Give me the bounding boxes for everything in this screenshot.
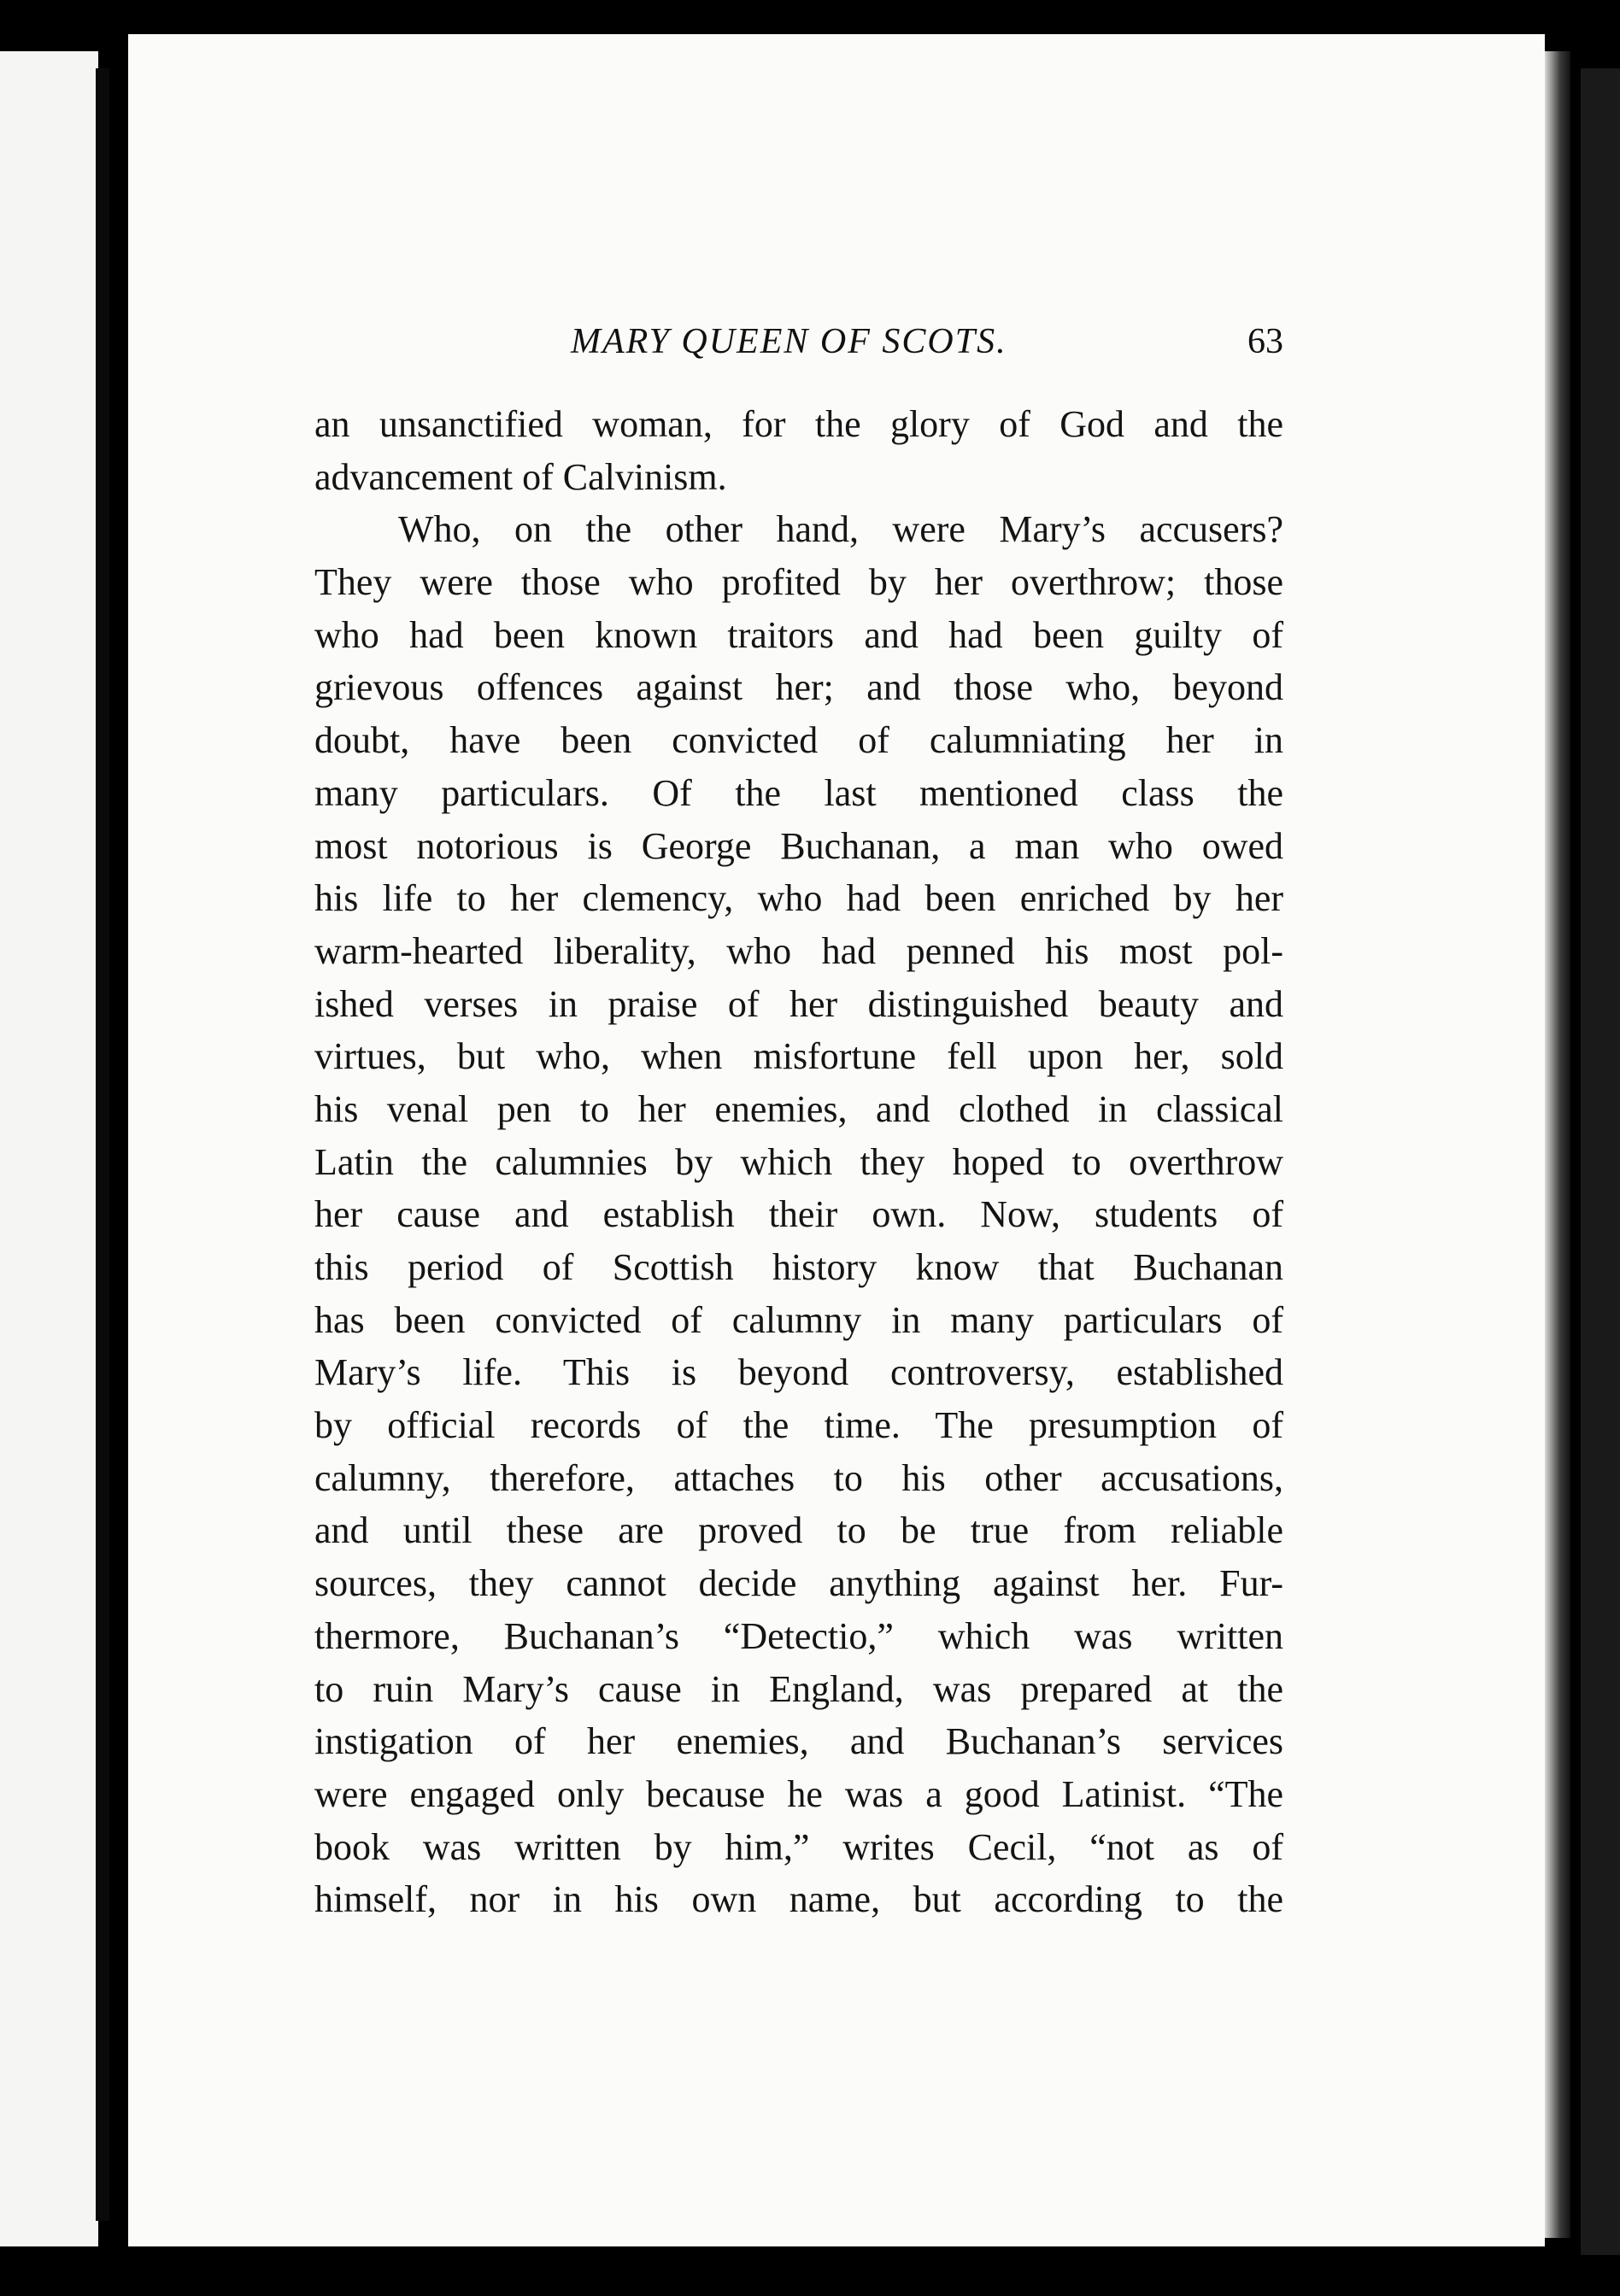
text-line: book was written by him,” writes Cecil, “not as of [314, 1825, 1283, 1868]
text-line: instigation of her enemies, and Buchanan’s services [314, 1720, 1283, 1763]
text-line: many particulars. Of the last mentioned class the [314, 771, 1283, 814]
text-line: who had been known traitors and had been guilty of [314, 613, 1283, 656]
gutter-shadow [96, 68, 109, 2221]
text-line: virtues, but who, when misfortune fell upon her, sold [314, 1035, 1283, 1078]
page-header [314, 321, 1283, 372]
text-line: ished verses in praise of her distinguished beauty and [314, 982, 1283, 1025]
text-line: thermore, Buchanan’s “Detectio,” which was written [314, 1614, 1283, 1657]
left-page-edge [0, 51, 98, 2246]
text-line: most notorious is George Buchanan, a man who owed [314, 824, 1283, 867]
text-line: sources, they cannot decide anything against her. Fur- [314, 1562, 1283, 1605]
text-line: grievous offences against her; and those who, beyond [314, 666, 1283, 709]
text-line: her cause and establish their own. Now, students of [314, 1193, 1283, 1236]
text-line: doubt, have been convicted of calumniating her in [314, 719, 1283, 762]
text-line: this period of Scottish history know that Buchanan [314, 1246, 1283, 1288]
text-line: advancement of Calvinism. [314, 455, 727, 498]
text-line: Mary’s life. This is beyond controversy, established [314, 1351, 1283, 1394]
book-cover-edge [1581, 68, 1620, 2255]
text-line: to ruin Mary’s cause in England, was prepared at the [314, 1667, 1283, 1710]
text-line: warm-hearted liberality, who had penned his most pol- [314, 929, 1283, 972]
text-line: Who, on the other hand, were Mary’s accusers? [398, 508, 1283, 551]
right-page-edge [1545, 51, 1570, 2238]
page-number: 63 [1247, 322, 1283, 361]
text-line: himself, nor in his own name, but according to the [314, 1878, 1283, 1921]
text-line: his life to her clemency, who had been enriched by her [314, 877, 1283, 920]
text-line: calumny, therefore, attaches to his other accusations, [314, 1456, 1283, 1499]
text-line: were engaged only because he was a good Latinist. “The [314, 1772, 1283, 1815]
text-line: They were those who profited by her overthrow; those [314, 561, 1283, 604]
text-line: his venal pen to her enemies, and clothed in classical [314, 1087, 1283, 1130]
text-line: Latin the calumnies by which they hoped to overthrow [314, 1140, 1283, 1183]
body-text [314, 398, 1283, 1926]
running-title: MARY QUEEN OF SCOTS. [571, 322, 1007, 361]
paragraph-1 [314, 398, 1283, 503]
text-line: by official records of the time. The presumption of [314, 1404, 1283, 1447]
text-line: and until these are proved to be true from reliable [314, 1509, 1283, 1552]
paragraph-2 [314, 503, 1283, 1926]
text-line: has been convicted of calumny in many particulars of [314, 1298, 1283, 1341]
text-line: an unsanctified woman, for the glory of God and the [314, 403, 1283, 445]
